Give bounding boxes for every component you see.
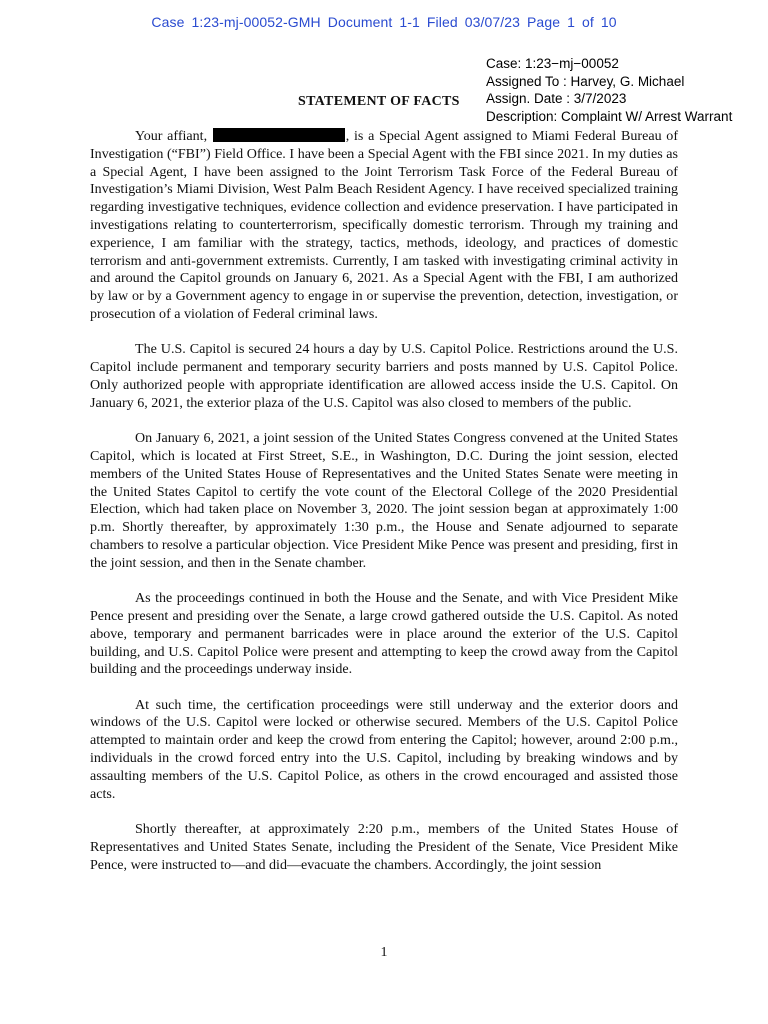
paragraph-capitol-security: The U.S. Capitol is secured 24 hours a day by U.S. Capitol Police. Restrictions around the U.S. Capitol include permanent and temporary security barriers and posts manned by U.S. Capitol Police. Only authorized people with appropriate identification are allowed access inside the U.S. Capitol. On January 6, 2021, the exterior plaza of the U.S. Capitol was also closed to members of the public.	[90, 341, 678, 411]
case-number: Case: 1:23−mj−00052	[486, 56, 619, 71]
paragraph-evacuation: Shortly thereafter, at approximately 2:20 p.m., members of the United States House of Representatives and United States Senate, including the President of the Senate, Vice President Mike Pence, were instructed to—and did—evacuate the chambers. Accordingly, the joint session	[90, 821, 678, 873]
document-title: STATEMENT OF FACTS	[298, 94, 460, 109]
ecf-filing-header: Case 1:23-mj-00052-GMH Document 1-1 Filed 03/07/23 Page 1 of 10	[151, 14, 617, 30]
statement-body	[90, 128, 678, 892]
case-assignment-stamp	[486, 55, 766, 125]
paragraph-text: Your affiant,	[135, 128, 212, 144]
assigned-judge: Assigned To : Harvey, G. Michael	[486, 73, 685, 89]
redaction-bar	[213, 128, 345, 142]
paragraph-forced-entry: At such time, the certification proceedings were still underway and the exterior doors and windows of the U.S. Capitol were locked or otherwise secured. Members of the U.S. Capitol Police attempted to maintain order and keep the crowd from entering the Capitol; however, around 2:00 p.m., individuals in the crowd forced entry into the U.S. Capitol, including by breaking windows and by assaulting members of the U.S. Capitol Police, as others in the crowd encouraged and assisted those acts.	[90, 696, 678, 802]
paragraph-joint-session: On January 6, 2021, a joint session of the United States Congress convened at the United States Capitol, which is located at First Street, S.E., in Washington, D.C. During the joint session, elected members of the United States House of Representatives and the United States Senate were meeting in the United States Capitol to certify the vote count of the Electoral College of the 2020 Presidential Election, which had taken place on November 3, 2020. The joint session began at approximately 1:00 p.m. Shortly thereafter, by approximately 1:30 p.m., the House and Senate adjourned to separate chambers to resolve a particular objection. Vice President Mike Pence was present and presiding, first in the joint session, and then in the Senate chamber.	[90, 430, 678, 571]
paragraph-crowd: As the proceedings continued in both the House and the Senate, and with Vice President Mike Pence present and presiding over the Senate, a large crowd gathered outside the U.S. Capitol. As noted above, temporary and permanent barricades were in place around the exterior of the U.S. Capitol building, and U.S. Capitol Police were present and attempting to keep the crowd away from the Capitol building and the proceedings underway inside.	[90, 590, 678, 678]
case-description: Description: Complaint W/ Arrest Warrant	[486, 108, 733, 124]
paragraph-text: , is a Special Agent assigned to Miami Federal Bureau of Investigation (“FBI”) Field Office. I have been a Special Agent with the FBI since 2021. In my duties as a Special Agent, I have been assigned to the Joint Terrorism Task Force of the Federal Bureau of Investigation’s Miami Division, West Palm Beach Resident Agency. I have received specialized training regarding investigative techniques, evidence collection and evidence preservation. I have participated in investigations relating to counterterrorism, specifically domestic terrorism. Through my training and experience, I am familiar with the strategy, tactics, methods, ideology, and practices of domestic terrorism and anti-government extremists. Currently, I am tasked with investigating criminal activity in and around the Capitol grounds on January 6, 2021. As a Special Agent with the FBI, I am authorized by law or by a Government agency to engage in or supervise the prevention, detection, investigation, or prosecution of a violation of Federal criminal laws.	[90, 128, 678, 322]
page-number: 1	[380, 945, 388, 960]
assign-date: Assign. Date : 3/7/2023	[486, 91, 627, 106]
paragraph-affiant	[90, 128, 678, 324]
